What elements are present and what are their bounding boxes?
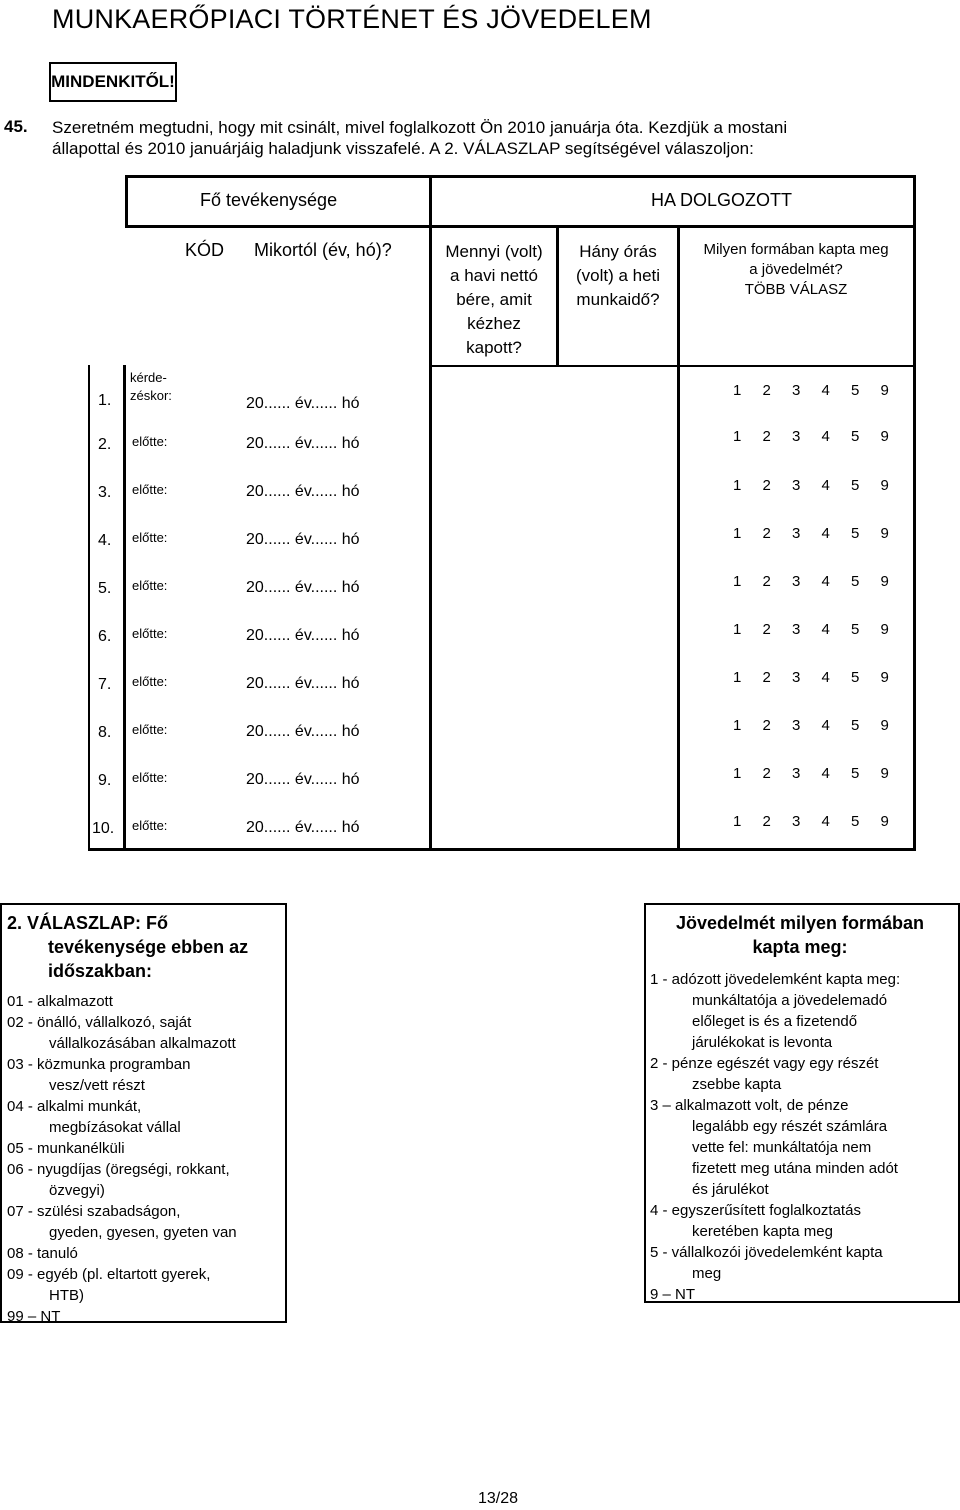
row-number: 4. [98,532,112,549]
row-label [130,369,172,405]
list-item-text: 09 - egyéb (pl. eltartott gyerek, [7,1266,211,1283]
row-codes[interactable]: 1 2 3 4 5 9 [733,765,898,782]
row-number: 2. [98,436,112,453]
col-header-net-wage-line: kapott? [466,338,522,357]
row-label-line: kérde- [130,370,167,385]
list-item [7,1243,285,1264]
col-header-income-form-line: Milyen formában kapta meg [703,241,889,258]
row-codes[interactable]: 1 2 3 4 5 9 [733,813,898,830]
question-line-1: Szeretném megtudni, hogy mit csinált, mivel foglalkozott Ön 2010 januárja óta. Kezdjük a mostani [52,118,788,137]
list-item [7,1201,285,1243]
list-item [650,1053,958,1095]
list-item-text: HTB) [49,1287,84,1304]
list-item-text: 07 - szülési szabadságon, [7,1203,181,1220]
row-date[interactable]: 20...... év...... hó [246,483,360,500]
answer-card-title [7,911,285,983]
col-header-net-wage-line: a havi nettó [450,266,538,285]
row-label: előtte: [132,482,168,497]
row-label: előtte: [132,578,168,593]
col-header-weekly-hours-line: munkaidő? [576,290,660,309]
col-header-income-form [680,240,912,300]
list-item-text: 1 - adózott jövedelemként kapta meg: [650,971,901,988]
list-item-text: keretében kapta meg [692,1223,833,1240]
row-codes[interactable]: 1 2 3 4 5 9 [733,382,898,399]
list-item [650,969,958,1053]
row-number: 6. [98,628,112,645]
row-date[interactable]: 20...... év...... hó [246,531,360,548]
col-header-net-wage-line: Mennyi (volt) [445,242,543,261]
col-header-income-form-line: TÖBB VÁLASZ [744,281,848,298]
row-codes[interactable]: 1 2 3 4 5 9 [733,669,898,686]
list-item-text: 4 - egyszerűsített foglalkoztatás [650,1202,861,1219]
answer-card-title-line: tevékenysége ebben az [48,937,249,957]
list-item-text: vette fel: munkáltatója nem [692,1139,872,1156]
row-label: előtte: [132,818,168,833]
col-header-weekly-hours-line: Hány órás [579,242,657,261]
list-item-text: és járulékot [692,1181,769,1198]
group-header-if-worked: HA DOLGOZOTT [651,190,793,210]
row-date[interactable]: 20...... év...... hó [246,579,360,596]
list-item-text: fizetett meg utána minden adót [692,1160,898,1177]
answer-card-title-line: 2. VÁLASZLAP: Fő [7,913,168,933]
row-number: 7. [98,676,112,693]
row-date[interactable]: 20...... év...... hó [246,435,360,452]
list-item-text: 04 - alkalmi munkát, [7,1098,142,1115]
row-number: 9. [98,772,112,789]
row-date[interactable]: 20...... év...... hó [246,675,360,692]
answer-card-title-line: kapta meg: [752,937,848,957]
row-codes[interactable]: 1 2 3 4 5 9 [733,573,898,590]
row-label-line: zéskor: [130,388,172,403]
list-item-text: 05 - munkanélküli [7,1140,125,1157]
answer-card-title-line: Jövedelmét milyen formában [675,913,925,933]
list-item-text: megbízásokat vállal [49,1119,181,1136]
question-number: 45. [4,117,28,136]
row-number: 8. [98,724,112,741]
col-header-weekly-hours-line: (volt) a heti [575,266,661,285]
list-item [7,1159,285,1201]
income-form-list [650,969,958,1305]
col-header-since: Mikortól (év, hó)? [254,240,392,260]
list-item [650,1284,958,1305]
list-item-text: 02 - önálló, vállalkozó, saját [7,1014,192,1031]
row-number: 10. [92,820,115,837]
list-item [650,1095,958,1200]
answer-card-income-form [644,903,960,1303]
row-codes[interactable]: 1 2 3 4 5 9 [733,717,898,734]
list-item-text: 01 - alkalmazott [7,993,113,1010]
list-item-text: járulékokat is levonta [692,1034,833,1051]
activity-code-list [7,991,285,1327]
answer-card-title [650,911,958,959]
list-item-text: legalább egy részét számlára [692,1118,888,1135]
list-item [650,1200,958,1242]
audience-badge-label: MINDENKITŐL! [51,72,175,91]
list-item [7,1264,285,1306]
row-label: előtte: [132,530,168,545]
col-header-net-wage-line: bére, amit [456,290,532,309]
answer-card-main-activity [0,903,287,1323]
list-item-text: vállalkozásában alkalmazott [49,1035,236,1052]
question-line-2: állapottal és 2010 januárjáig haladjunk visszafelé. A 2. VÁLASZLAP segítségével válaszoljon: [52,139,754,158]
list-item-text: vesz/vett részt [49,1077,145,1094]
list-item-text: előleget is és a fizetendő [692,1013,858,1030]
col-header-weekly-hours [560,240,676,312]
col-header-net-wage-line: kézhez [467,314,521,333]
row-label: előtte: [132,770,168,785]
list-item-text: özvegyi) [49,1182,105,1199]
col-header-net-wage [433,240,555,360]
row-date[interactable]: 20...... év...... hó [246,819,360,836]
list-item-text: zsebbe kapta [692,1076,782,1093]
list-item-text: 9 – NT [650,1286,696,1303]
list-item [7,991,285,1012]
row-number: 1. [98,392,112,409]
page-number: 13/28 [478,1490,519,1507]
row-date[interactable]: 20...... év...... hó [246,395,360,412]
row-date[interactable]: 20...... év...... hó [246,723,360,740]
list-item-text: gyeden, gyesen, gyeten van [49,1224,237,1241]
answer-card-title-line: időszakban: [48,961,153,981]
list-item-text: meg [692,1265,722,1282]
list-item-text: 06 - nyugdíjas (öregségi, rokkant, [7,1161,230,1178]
row-codes[interactable]: 1 2 3 4 5 9 [733,525,898,542]
list-item-text: 3 – alkalmazott volt, de pénze [650,1097,849,1114]
row-codes[interactable]: 1 2 3 4 5 9 [733,428,898,445]
row-label: előtte: [132,626,168,641]
list-item-text: 99 – NT [7,1308,61,1325]
question-text [52,117,932,159]
list-item-text: 03 - közmunka programban [7,1056,191,1073]
list-item [650,1242,958,1284]
list-item [7,1138,285,1159]
list-item-text: 2 - pénze egészét vagy egy részét [650,1055,879,1072]
row-label: előtte: [132,722,168,737]
list-item [7,1096,285,1138]
list-item-text: 5 - vállalkozói jövedelemként kapta [650,1244,883,1261]
row-number: 5. [98,580,112,597]
list-item [7,1054,285,1096]
row-number: 3. [98,484,112,501]
list-item [7,1306,285,1327]
row-date[interactable]: 20...... év...... hó [246,771,360,788]
col-header-income-form-line: a jövedelmét? [749,261,843,278]
row-label: előtte: [132,674,168,689]
list-item-text: 08 - tanuló [7,1245,78,1262]
list-item-text: munkáltatója a jövedelemadó [692,992,888,1009]
row-codes[interactable]: 1 2 3 4 5 9 [733,477,898,494]
audience-badge [49,62,177,102]
page-title: MUNKAERŐPIACI TÖRTÉNET ÉS JÖVEDELEM [52,4,652,34]
row-label: előtte: [132,434,168,449]
col-header-code: KÓD [185,240,225,260]
group-header-main-activity: Fő tevékenysége [200,190,338,210]
row-codes[interactable]: 1 2 3 4 5 9 [733,621,898,638]
row-date[interactable]: 20...... év...... hó [246,627,360,644]
list-item [7,1012,285,1054]
